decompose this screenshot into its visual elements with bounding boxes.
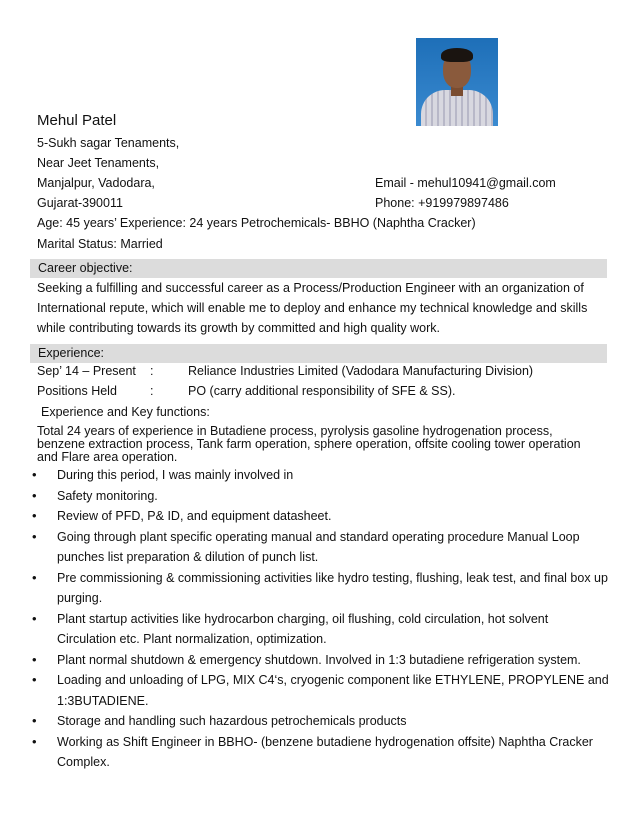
positions-label: Positions Held	[37, 384, 117, 398]
list-item: • Plant normal shutdown & emergency shutdown. Involved in 1:3 butadiene refrigeration system.	[30, 650, 610, 671]
list-item: • Going through plant specific operating manual and standard operating procedure Manual Loop punches list preparation & dilution of punch list.	[30, 527, 610, 568]
candidate-name: Mehul Patel	[37, 112, 117, 129]
age-experience-line: Age: 45 years’ Experience: 24 years Petrochemicals- BBHO (Naphtha Cracker)	[37, 216, 476, 230]
list-item: • Pre commissioning & commissioning activities like hydro testing, flushing, leak test, and final box up purging.	[30, 568, 610, 609]
list-item: • Storage and handling such hazardous petrochemicals products	[30, 711, 610, 732]
profile-photo	[416, 38, 498, 126]
key-functions-heading: Experience and Key functions:	[41, 405, 210, 419]
photo-hair	[441, 48, 473, 62]
career-objective-header	[30, 259, 607, 278]
career-line-3: while contributing towards its growth by committed and high quality work.	[37, 321, 440, 335]
summary-line-3: and Flare area operation.	[37, 450, 178, 464]
company-name: Reliance Industries Limited (Vadodara Manufacturing Division)	[188, 364, 534, 378]
key-functions-list	[30, 465, 610, 773]
phone-text: Phone: +919979897486	[375, 196, 509, 210]
experience-header	[30, 344, 607, 363]
address-line-3: Manjalpur, Vadodara,	[37, 176, 155, 190]
summary-line-2: benzene extraction process, Tank farm operation, sphere operation, offsite cooling tower operation	[37, 437, 581, 451]
summary-line-1: Total 24 years of experience in Butadiene process, pyrolysis gasoline hydrogenation process,	[37, 424, 553, 438]
marital-status: Marital Status: Married	[37, 237, 163, 251]
list-item: • Working as Shift Engineer in BBHO- (benzene butadiene hydrogenation offsite) Naphtha Cracker Complex.	[30, 732, 610, 773]
address-line-1: 5-Sukh sagar Tenaments,	[37, 136, 180, 150]
career-objective-heading: Career objective:	[38, 261, 133, 275]
positions-colon: :	[150, 384, 154, 398]
period-label: Sep’ 14 – Present	[37, 364, 136, 378]
career-line-1: Seeking a fulfilling and successful career as a Process/Production Engineer with an organization of	[37, 281, 584, 295]
list-item: • Plant startup activities like hydrocarbon charging, oil flushing, cold circulation, hot solvent Circulation etc. Plant normalization, optimization.	[30, 609, 610, 650]
list-item: • Safety monitoring.	[30, 486, 610, 507]
list-item: • Loading and unloading of LPG, MIX C4‘s, cryogenic component like ETHYLENE, PROPYLENE and 1:3BUTADIENE.	[30, 670, 610, 711]
career-line-2: International repute, which will enable me to deploy and enhance my technical knowledge and skills	[37, 301, 588, 315]
address-line-4: Gujarat-390011	[37, 196, 123, 210]
address-line-2: Near Jeet Tenaments,	[37, 156, 160, 170]
email-text: Email - mehul10941@gmail.com	[375, 176, 556, 190]
list-item: • Review of PFD, P& ID, and equipment datasheet.	[30, 506, 610, 527]
experience-heading: Experience:	[38, 346, 105, 360]
period-colon: :	[150, 364, 154, 378]
list-item: • During this period, I was mainly involved in	[30, 465, 610, 486]
positions-value: PO (carry additional responsibility of SFE & SS).	[188, 384, 456, 398]
